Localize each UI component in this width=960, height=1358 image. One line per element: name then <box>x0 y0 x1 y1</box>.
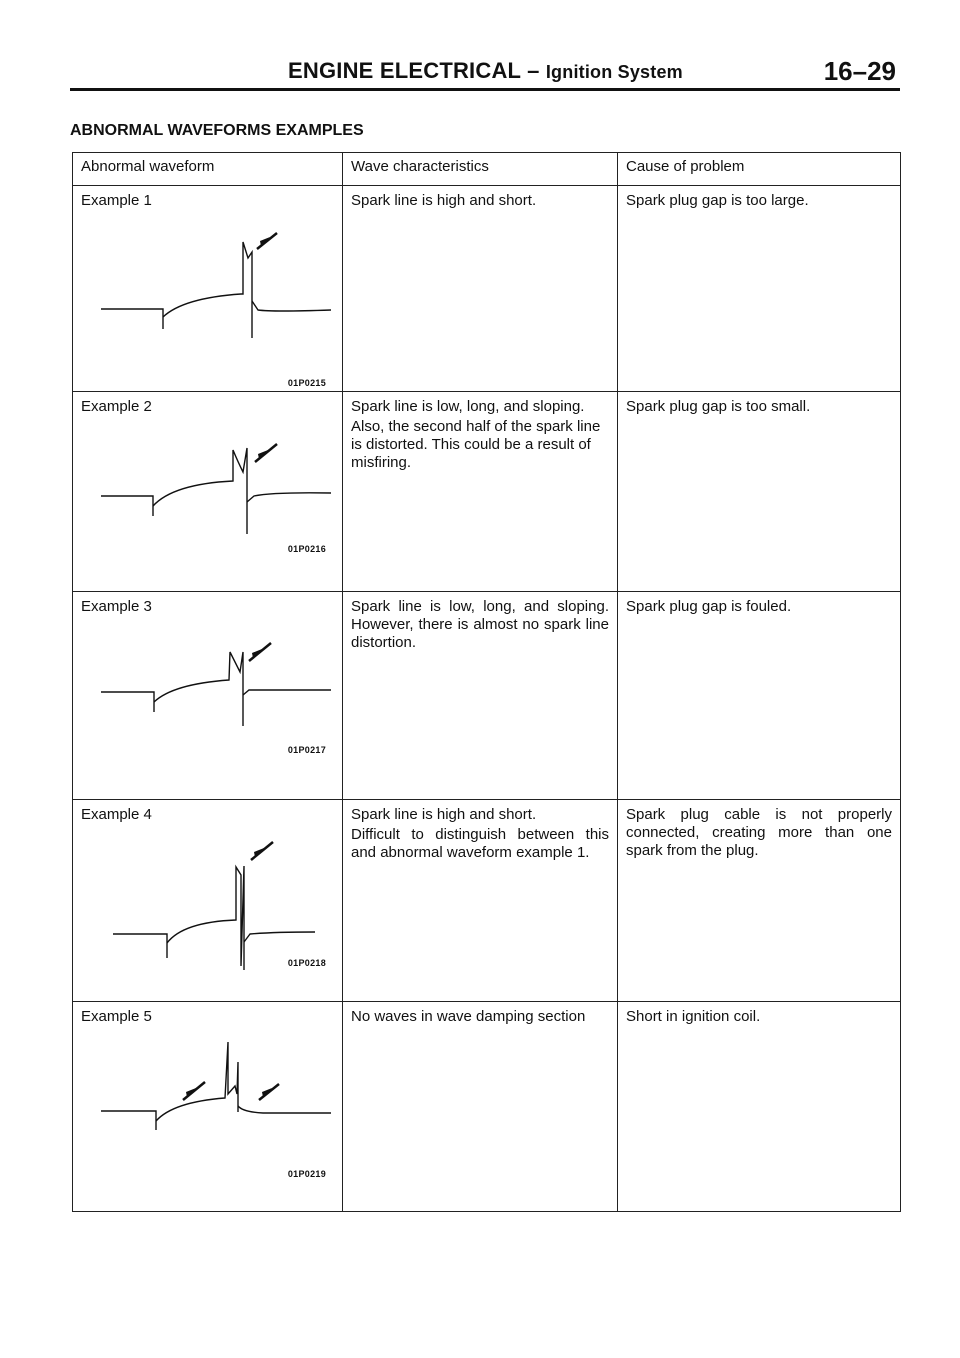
section-subtitle: Ignition System <box>545 62 683 82</box>
table-row <box>73 392 901 592</box>
cause-cell: Spark plug gap is too large. <box>618 186 901 392</box>
characteristics-cell: Spark line is high and short. Difficult to distinguish between this and abnormal waveform example 1. <box>343 800 618 1002</box>
table-row <box>73 1002 901 1212</box>
figure-code: 01P0215 <box>287 378 326 388</box>
cause-cell: Spark plug gap is fouled. <box>618 592 901 800</box>
abnormal-waveforms-table <box>72 152 901 1212</box>
cause-cell: Spark plug gap is too small. <box>618 392 901 592</box>
characteristics-cell: Spark line is high and short. <box>343 186 618 392</box>
waveform-cell <box>73 186 343 392</box>
page-header <box>70 54 900 91</box>
cause-cell: Short in ignition coil. <box>618 1002 901 1212</box>
section-main-title: ENGINE ELECTRICAL <box>288 58 521 83</box>
waveform-diagram <box>73 392 343 591</box>
waveform-diagram <box>73 186 343 391</box>
waveform-diagram <box>73 592 343 799</box>
page-number: 16–29 <box>823 56 896 86</box>
figure-code: 01P0216 <box>287 544 326 554</box>
table-row <box>73 800 901 1002</box>
figure-code: 01P0218 <box>287 958 326 968</box>
section-heading <box>288 58 683 84</box>
section-separator: – <box>527 58 540 83</box>
column-header-cause: Cause of problem <box>618 153 901 186</box>
waveform-cell <box>73 1002 343 1212</box>
column-header-waveform: Abnormal waveform <box>73 153 343 186</box>
example-label: Example 3 <box>81 598 152 615</box>
example-label: Example 1 <box>81 192 152 209</box>
figure-code: 01P0219 <box>287 1169 326 1179</box>
table-row <box>73 186 901 392</box>
table-header-row <box>73 153 901 186</box>
table-row <box>73 592 901 800</box>
waveform-diagram <box>73 800 343 1001</box>
characteristics-cell: Spark line is low, long, and sloping. However, there is almost no spark line distortion. <box>343 592 618 800</box>
example-label: Example 2 <box>81 398 152 415</box>
waveform-diagram <box>73 1002 343 1211</box>
waveform-cell <box>73 800 343 1002</box>
example-label: Example 5 <box>81 1008 152 1025</box>
example-label: Example 4 <box>81 806 152 823</box>
waveform-cell <box>73 592 343 800</box>
characteristics-cell: No waves in wave damping section <box>343 1002 618 1212</box>
waveform-cell <box>73 392 343 592</box>
section-title: ABNORMAL WAVEFORMS EXAMPLES <box>70 122 364 139</box>
figure-code: 01P0217 <box>287 745 326 755</box>
characteristics-cell: Spark line is low, long, and sloping. Also, the second half of the spark line is distorted. This could be a result of misfiring. <box>343 392 618 592</box>
column-header-characteristics: Wave characteristics <box>343 153 618 186</box>
cause-cell: Spark plug cable is not properly connected, creating more than one spark from the plug. <box>618 800 901 1002</box>
